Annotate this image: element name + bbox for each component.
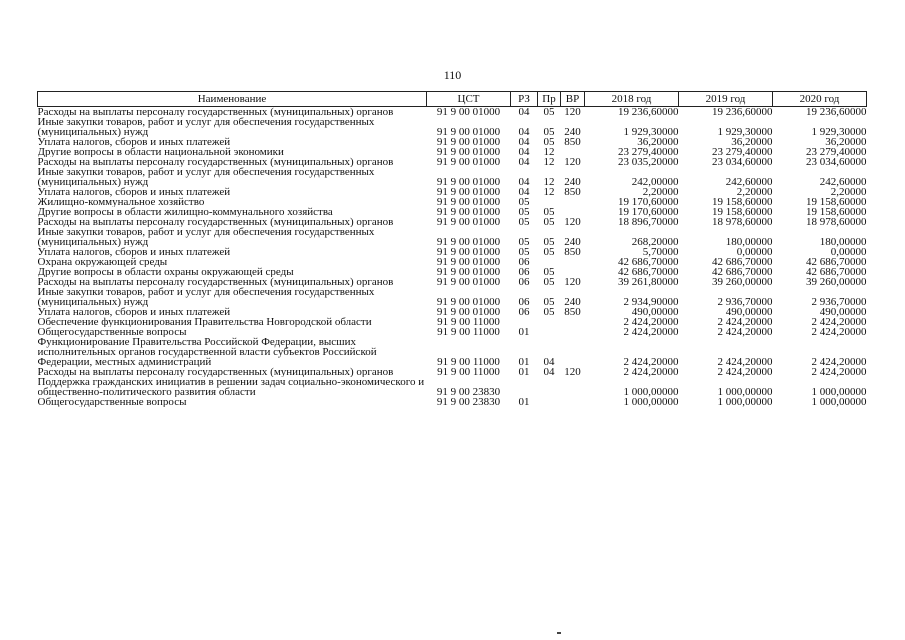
cell-name: Охрана окружающей среды bbox=[37, 257, 168, 267]
cell-pr: 05 bbox=[543, 306, 555, 318]
cell-y2018: 18 896,70000 bbox=[618, 216, 679, 228]
cell-cst: 91 9 00 01000 bbox=[436, 186, 501, 198]
cell-y2018: 490,00000 bbox=[631, 306, 679, 318]
cell-y2018: 19 236,60000 bbox=[618, 106, 679, 118]
cell-y2019: 2,20000 bbox=[736, 186, 773, 198]
cell-y2019: 1 000,00000 bbox=[717, 386, 773, 398]
cell-y2018: 2,20000 bbox=[642, 186, 679, 198]
cell-rz: 01 bbox=[518, 356, 530, 368]
cell-rz: 01 bbox=[518, 326, 530, 338]
cell-cst: 91 9 00 01000 bbox=[436, 296, 501, 308]
cell-name: Другие вопросы в области жилищно-коммунального хозяйства bbox=[37, 207, 333, 217]
cell-y2019: 19 158,60000 bbox=[712, 196, 773, 208]
table-row bbox=[38, 107, 867, 118]
cell-y2018: 5,70000 bbox=[642, 246, 679, 258]
cell-name: Уплата налогов, сборов и иных платежей bbox=[37, 247, 231, 257]
cell-y2020: 19 158,60000 bbox=[806, 196, 867, 208]
cell-y2018: 2 424,20000 bbox=[623, 366, 679, 378]
cell-y2019: 19 158,60000 bbox=[712, 206, 773, 218]
cell-y2018: 39 261,80000 bbox=[618, 276, 679, 288]
cell-y2018: 23 279,40000 bbox=[618, 146, 679, 158]
cell-y2020: 2 424,20000 bbox=[811, 366, 867, 378]
page-number: 110 bbox=[443, 68, 462, 82]
cell-y2020: 2,20000 bbox=[830, 186, 867, 198]
cell-pr bbox=[538, 397, 561, 407]
cell-rz: 04 bbox=[518, 146, 530, 158]
cell-y2019: 2 424,20000 bbox=[717, 326, 773, 338]
cell-vr: 850 bbox=[564, 306, 581, 318]
cell-cst: 91 9 00 01000 bbox=[436, 276, 501, 288]
cell-y2020: 36,20000 bbox=[825, 136, 867, 148]
cell-pr: 12 bbox=[543, 186, 555, 198]
cell-rz: 01 bbox=[518, 396, 530, 408]
cell-y2020: 19 158,60000 bbox=[806, 206, 867, 218]
cell-y2019: 490,00000 bbox=[725, 306, 773, 318]
cell-rz: 06 bbox=[518, 256, 530, 268]
cell-rz: 04 bbox=[518, 136, 530, 148]
cell-y2019: 19 236,60000 bbox=[712, 106, 773, 118]
cell-y2018: 42 686,70000 bbox=[618, 256, 679, 268]
cell-y2019: 2 936,70000 bbox=[717, 296, 773, 308]
cell-cst: 91 9 00 01000 bbox=[436, 146, 501, 158]
cell-y2020: 242,60000 bbox=[819, 176, 867, 188]
table-row bbox=[38, 117, 867, 137]
cell-y2019: 242,60000 bbox=[725, 176, 773, 188]
cell-y2020: 42 686,70000 bbox=[806, 266, 867, 278]
cell-y2019: 36,20000 bbox=[731, 136, 773, 148]
table-body bbox=[38, 107, 867, 408]
cell-rz: 05 bbox=[518, 246, 530, 258]
cell-cst: 91 9 00 11000 bbox=[437, 366, 500, 378]
cell-y2019: 42 686,70000 bbox=[712, 266, 773, 278]
cell-rz bbox=[511, 377, 538, 397]
cell-pr: 05 bbox=[543, 276, 555, 288]
cell-vr bbox=[561, 337, 585, 367]
cell-y2018: 268,20000 bbox=[631, 236, 679, 248]
cell-y2019: 23 279,40000 bbox=[712, 146, 773, 158]
cell-vr: 850 bbox=[564, 186, 581, 198]
cell-cst: 91 9 00 01000 bbox=[436, 126, 501, 138]
cell-vr: 240 bbox=[564, 126, 581, 138]
cell-pr: 05 bbox=[543, 126, 555, 138]
cell-rz: 04 bbox=[518, 156, 530, 168]
cell-name: Общегосударственные вопросы bbox=[37, 327, 187, 337]
cell-rz: 04 bbox=[518, 126, 530, 138]
table-row bbox=[38, 157, 867, 167]
cell-y2019: 39 260,00000 bbox=[712, 276, 773, 288]
cell-pr bbox=[538, 377, 561, 397]
cell-name: Обеспечение функционирования Правительства Новгородской области bbox=[37, 317, 372, 327]
cell-y2018: 19 170,60000 bbox=[618, 196, 679, 208]
header-pr: Пр bbox=[538, 92, 561, 107]
cell-name: Общегосударственные вопросы bbox=[37, 397, 187, 407]
cell-name: Другие вопросы в области национальной экономики bbox=[37, 147, 284, 157]
cell-cst: 91 9 00 01000 bbox=[436, 196, 501, 208]
header-cst: ЦСТ bbox=[427, 92, 511, 107]
cell-rz: 05 bbox=[518, 196, 530, 208]
table-row bbox=[38, 327, 867, 337]
cell-vr bbox=[561, 317, 585, 327]
table-row bbox=[38, 217, 867, 227]
header-2018: 2018 год bbox=[585, 92, 679, 107]
cell-cst: 91 9 00 01000 bbox=[436, 206, 501, 218]
table-row bbox=[38, 377, 867, 397]
cell-rz: 06 bbox=[518, 306, 530, 318]
cell-cst: 91 9 00 23830 bbox=[436, 396, 501, 408]
table-row bbox=[38, 337, 867, 367]
budget-table bbox=[37, 91, 867, 407]
cell-name: Расходы на выплаты персоналу государственных (муниципальных) органов bbox=[37, 157, 394, 167]
cell-cst: 91 9 00 01000 bbox=[436, 156, 501, 168]
cell-y2019: 1 000,00000 bbox=[717, 396, 773, 408]
cell-y2019: 180,00000 bbox=[725, 236, 773, 248]
cell-name: Жилищно-коммунальное хозяйство bbox=[37, 197, 205, 207]
cell-y2018: 2 424,20000 bbox=[623, 326, 679, 338]
cell-pr: 12 bbox=[543, 146, 555, 158]
cell-y2018: 2 424,20000 bbox=[623, 316, 679, 328]
cell-pr bbox=[538, 317, 561, 327]
cell-pr: 05 bbox=[543, 206, 555, 218]
table-row bbox=[38, 167, 867, 187]
cell-pr: 12 bbox=[543, 176, 555, 188]
cell-name: Уплата налогов, сборов и иных платежей bbox=[37, 137, 231, 147]
cell-y2019: 23 034,60000 bbox=[712, 156, 773, 168]
cell-vr bbox=[561, 377, 585, 397]
cell-y2019: 18 978,60000 bbox=[712, 216, 773, 228]
table-row bbox=[38, 277, 867, 287]
cell-rz: 06 bbox=[518, 276, 530, 288]
cell-name: Другие вопросы в области охраны окружающей среды bbox=[37, 267, 294, 277]
cell-pr: 12 bbox=[543, 156, 555, 168]
cell-pr: 04 bbox=[543, 356, 555, 368]
header-2020: 2020 год bbox=[773, 92, 867, 107]
cell-pr: 05 bbox=[543, 216, 555, 228]
cell-y2019: 0,00000 bbox=[736, 246, 773, 258]
cell-y2020: 180,00000 bbox=[819, 236, 867, 248]
cell-name: Иные закупки товаров, работ и услуг для обеспечения государственных (муниципальных) нужд bbox=[37, 287, 375, 307]
cell-y2018: 36,20000 bbox=[637, 136, 679, 148]
table-row bbox=[38, 287, 867, 307]
table-row bbox=[38, 227, 867, 247]
cell-vr: 120 bbox=[564, 156, 581, 168]
cell-pr bbox=[538, 327, 561, 337]
cell-y2020: 2 424,20000 bbox=[811, 326, 867, 338]
cell-name: Иные закупки товаров, работ и услуг для обеспечения государственных (муниципальных) нужд bbox=[37, 167, 375, 187]
cell-y2020: 2 424,20000 bbox=[811, 356, 867, 368]
cell-pr: 04 bbox=[543, 366, 555, 378]
cell-cst: 91 9 00 01000 bbox=[436, 136, 501, 148]
cell-name: Иные закупки товаров, работ и услуг для обеспечения государственных (муниципальных) нужд bbox=[37, 227, 375, 247]
cell-y2019: 1 929,30000 bbox=[717, 126, 773, 138]
cell-y2018: 23 035,20000 bbox=[618, 156, 679, 168]
cell-rz: 04 bbox=[518, 106, 530, 118]
cell-vr bbox=[561, 197, 585, 207]
cell-y2018: 1 000,00000 bbox=[623, 396, 679, 408]
cell-vr bbox=[561, 327, 585, 337]
cell-vr: 240 bbox=[564, 236, 581, 248]
header-name: Наименование bbox=[38, 92, 427, 107]
cell-y2020: 23 279,40000 bbox=[806, 146, 867, 158]
cell-vr: 240 bbox=[564, 176, 581, 188]
cell-cst: 91 9 00 23830 bbox=[436, 386, 501, 398]
cell-y2020: 1 000,00000 bbox=[811, 396, 867, 408]
cell-rz: 04 bbox=[518, 186, 530, 198]
cell-y2020: 39 260,00000 bbox=[806, 276, 867, 288]
cell-pr: 05 bbox=[543, 236, 555, 248]
cell-rz: 01 bbox=[518, 366, 530, 378]
header-vr: ВР bbox=[561, 92, 585, 107]
cell-cst: 91 9 00 11000 bbox=[437, 326, 500, 338]
cell-vr: 120 bbox=[564, 216, 581, 228]
cell-y2019: 42 686,70000 bbox=[712, 256, 773, 268]
cell-rz: 05 bbox=[518, 206, 530, 218]
cell-y2020: 42 686,70000 bbox=[806, 256, 867, 268]
cell-y2018: 2 424,20000 bbox=[623, 356, 679, 368]
cell-vr: 850 bbox=[564, 246, 581, 258]
cell-cst: 91 9 00 01000 bbox=[436, 246, 501, 258]
table-row bbox=[38, 367, 867, 377]
cell-vr: 240 bbox=[564, 296, 581, 308]
cell-cst: 91 9 00 01000 bbox=[436, 106, 501, 118]
cell-y2020: 23 034,60000 bbox=[806, 156, 867, 168]
cell-y2020: 2 424,20000 bbox=[811, 316, 867, 328]
cell-y2018: 42 686,70000 bbox=[618, 266, 679, 278]
cell-rz: 05 bbox=[518, 216, 530, 228]
cell-rz: 05 bbox=[518, 236, 530, 248]
cell-rz: 04 bbox=[518, 176, 530, 188]
table-header-row bbox=[38, 92, 867, 107]
cell-name: Расходы на выплаты персоналу государственных (муниципальных) органов bbox=[37, 106, 394, 117]
cell-pr: 05 bbox=[543, 246, 555, 258]
scan-mark bbox=[557, 632, 561, 634]
cell-pr: 05 bbox=[543, 136, 555, 148]
cell-y2020: 19 236,60000 bbox=[806, 106, 867, 118]
cell-vr: 120 bbox=[564, 366, 581, 378]
cell-y2018: 242,00000 bbox=[631, 176, 679, 188]
cell-y2020: 490,00000 bbox=[819, 306, 867, 318]
cell-vr: 120 bbox=[564, 276, 581, 288]
cell-y2019: 2 424,20000 bbox=[717, 356, 773, 368]
cell-name: Поддержка гражданских инициатив в решении задач социально-экономического и общественно-политического развития области bbox=[37, 377, 425, 397]
cell-cst: 91 9 00 11000 bbox=[437, 316, 500, 328]
cell-name: Иные закупки товаров, работ и услуг для обеспечения государственных (муниципальных) нужд bbox=[37, 117, 375, 137]
cell-pr: 05 bbox=[543, 266, 555, 278]
cell-rz: 06 bbox=[518, 266, 530, 278]
cell-pr: 05 bbox=[543, 106, 555, 118]
cell-name: Функционирование Правительства Российской Федерации, высших исполнительных органов государственной власти субъектов Российской Федерации, местных администраций bbox=[37, 337, 377, 367]
cell-name: Расходы на выплаты персоналу государственных (муниципальных) органов bbox=[37, 367, 394, 377]
cell-cst: 91 9 00 01000 bbox=[436, 236, 501, 248]
table-row bbox=[38, 397, 867, 407]
cell-cst: 91 9 00 01000 bbox=[436, 216, 501, 228]
cell-y2019: 2 424,20000 bbox=[717, 366, 773, 378]
header-rz: РЗ bbox=[511, 92, 538, 107]
cell-y2018: 19 170,60000 bbox=[618, 206, 679, 218]
cell-vr: 850 bbox=[564, 136, 581, 148]
cell-y2019: 2 424,20000 bbox=[717, 316, 773, 328]
cell-y2020: 1 929,30000 bbox=[811, 126, 867, 138]
cell-name: Уплата налогов, сборов и иных платежей bbox=[37, 307, 231, 317]
cell-cst: 91 9 00 01000 bbox=[436, 176, 501, 188]
cell-vr bbox=[561, 397, 585, 407]
cell-cst: 91 9 00 11000 bbox=[437, 356, 500, 368]
cell-y2020: 0,00000 bbox=[830, 246, 867, 258]
cell-name: Уплата налогов, сборов и иных платежей bbox=[37, 187, 231, 197]
header-2019: 2019 год bbox=[679, 92, 773, 107]
cell-y2020: 18 978,60000 bbox=[806, 216, 867, 228]
cell-vr: 120 bbox=[564, 106, 581, 118]
cell-y2018: 2 934,90000 bbox=[623, 296, 679, 308]
cell-pr: 05 bbox=[543, 296, 555, 308]
cell-cst: 91 9 00 01000 bbox=[436, 306, 501, 318]
cell-y2018: 1 000,00000 bbox=[623, 386, 679, 398]
cell-y2020: 1 000,00000 bbox=[811, 386, 867, 398]
cell-name: Расходы на выплаты персоналу государственных (муниципальных) органов bbox=[37, 277, 394, 287]
cell-rz: 06 bbox=[518, 296, 530, 308]
cell-cst: 91 9 00 01000 bbox=[436, 256, 501, 268]
cell-cst: 91 9 00 01000 bbox=[436, 266, 501, 278]
cell-name: Расходы на выплаты персоналу государственных (муниципальных) органов bbox=[37, 217, 394, 227]
cell-vr bbox=[561, 257, 585, 267]
cell-y2020: 2 936,70000 bbox=[811, 296, 867, 308]
cell-y2018: 1 929,30000 bbox=[623, 126, 679, 138]
